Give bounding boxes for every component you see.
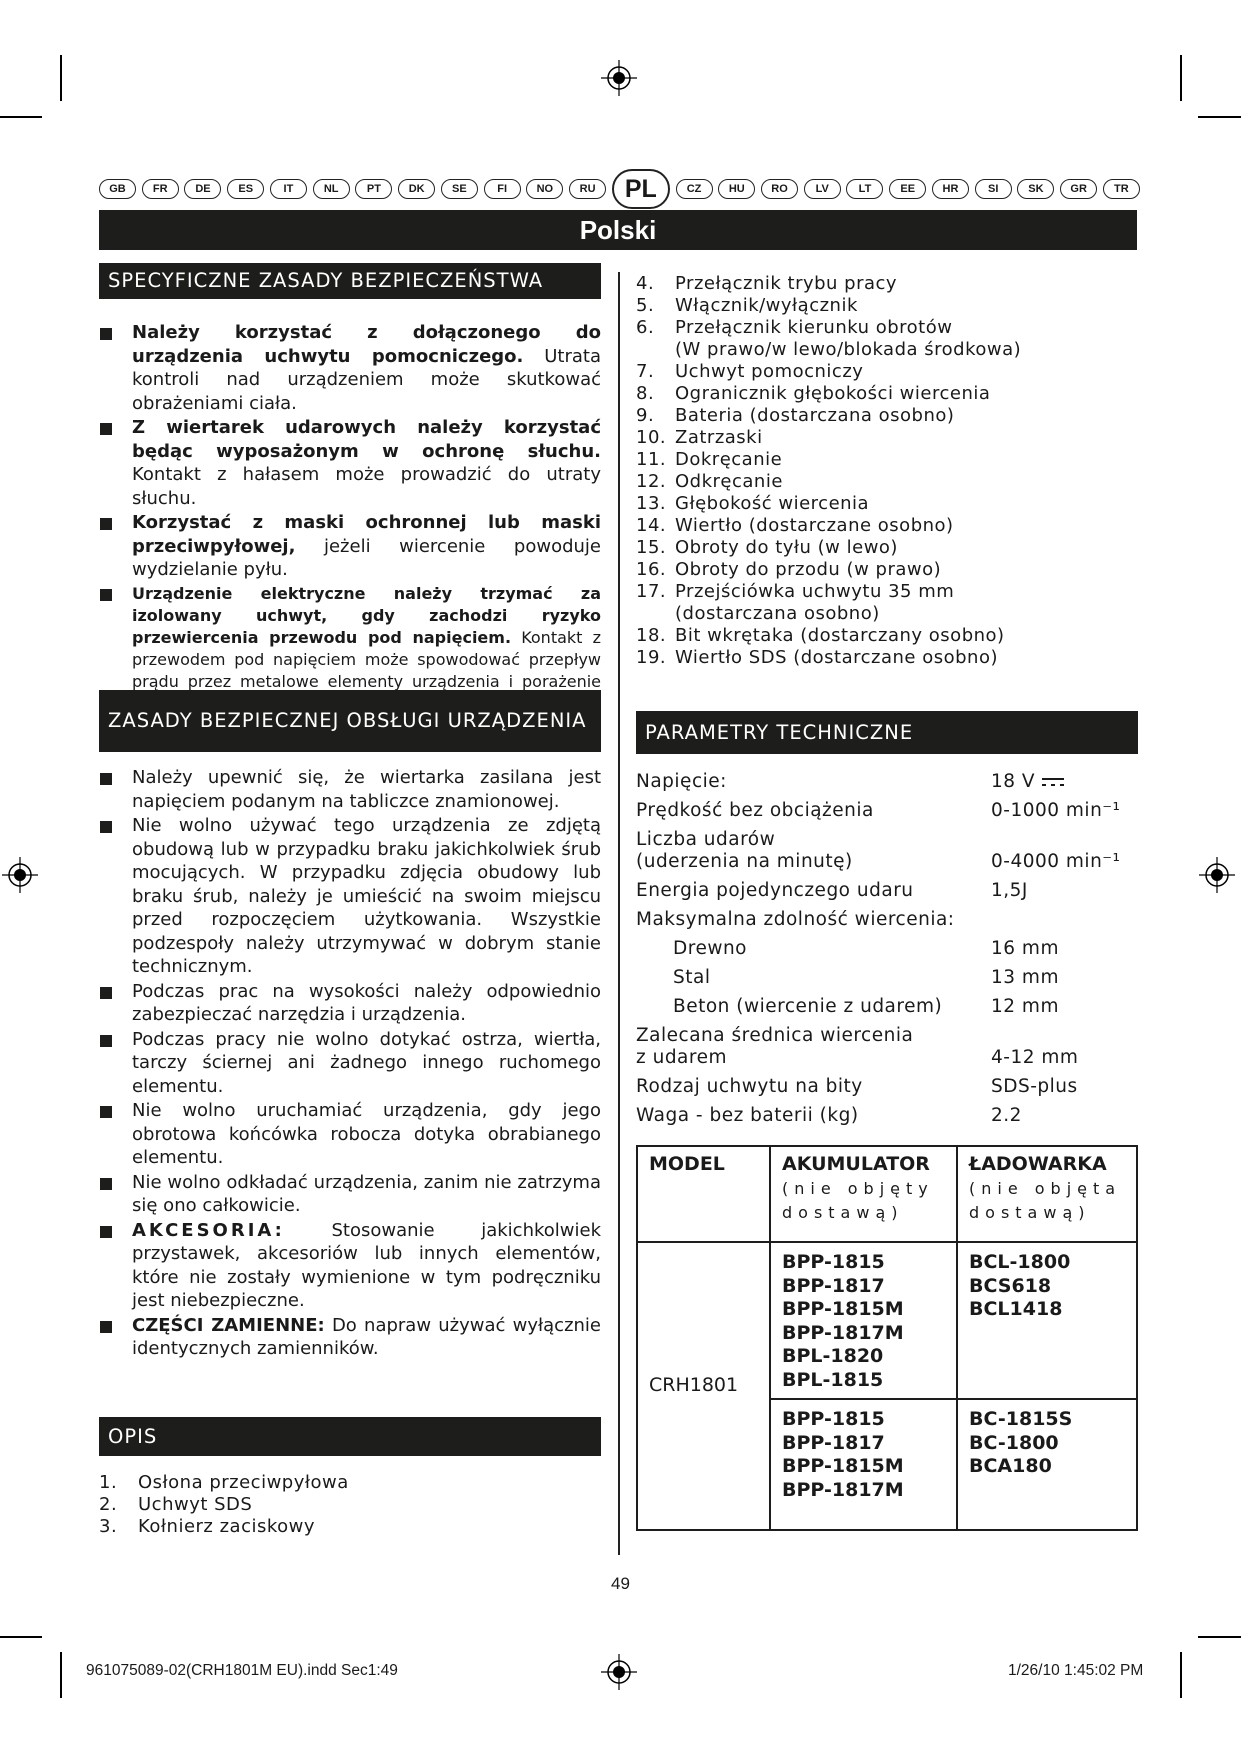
list-item: 9. Bateria (dostarczana osobno) [636,405,955,426]
table-cell-value: BPL-1820 [782,1345,884,1367]
description-list-left [99,1472,601,1538]
list-item: 13. Głębokość wiercenia [636,493,870,514]
registration-mark-icon [601,60,637,96]
spec-row: Beton (wiercenie z udarem) 12 mm [673,996,1059,1017]
language-tab-ro[interactable]: RO [761,179,798,199]
list-item: Należy upewnić się, że wiertarka zasilana jest napięciem podanym na tabliczce znamionowej. [99,766,601,813]
table-cell-value: BPP-1817 [782,1274,885,1297]
language-tab-de[interactable]: DE [184,179,221,199]
list-item: 11. Dokręcanie [636,449,783,470]
list-item: Z wiertarek udarowych należy korzystać będąc wyposażonym w ochronę słuchu. Kontakt z hałasem może prowadzić do utraty słuchu. [99,416,601,510]
list-item: 16. Obroty do przodu (w prawo) [636,559,942,580]
table-cell-value: BCL1418 [969,1298,1063,1320]
list-item: AKCESORIA: Stosowanie jakichkolwiek przystawek, akcesoriów lub innych elementów, które nie zostały wymienione w tym podręczniku jest niebezpieczne. [99,1219,601,1313]
crop-mark [0,1636,42,1638]
model-table [636,1145,1138,1531]
spec-row: Energia pojedynczego udaru 1,5J [636,880,1028,901]
language-tab-gb[interactable]: GB [99,179,136,199]
table-cell-value: BPP-1815M [782,1455,904,1477]
table-header-model: MODEL [637,1146,770,1242]
language-tab-sk[interactable]: SK [1017,179,1054,199]
list-item: Nie wolno odkładać urządzenia, zanim nie zatrzyma się ono całkowicie. [99,1171,601,1218]
table-cell-value: BPL-1815 [782,1368,884,1391]
spec-row: Prędkość bez obciążenia 0-1000 min⁻¹ [636,800,1121,821]
table-cell-value: BCA180 [969,1455,1052,1477]
list-item: Należy korzystać z dołączonego do urządzenia uchwytu pomocniczego. Utrata kontroli nad urządzeniem może skutkować obrażeniami ciała. [99,321,601,415]
table-cell-value: BCS618 [969,1274,1052,1297]
crop-mark [1198,116,1241,118]
crop-mark [1180,1652,1182,1698]
spec-row: Rodzaj uchwytu na bity SDS-plus [636,1076,1078,1097]
spec-row: (uderzenia na minutę) 0-4000 min⁻¹ [636,851,1121,872]
list-item: Korzystać z maski ochronnej lub maski przeciwpyłowej, jeżeli wiercenie powoduje wydzielanie pyłu. [99,511,601,582]
list-item: 6. Przełącznik kierunku obrotów [636,317,953,338]
list-item: 18. Bit wkrętaka (dostarczany osobno) [636,625,1005,646]
language-tab-cz[interactable]: CZ [676,179,713,199]
language-tab-hr[interactable]: HR [932,179,969,199]
spec-row: Drewno 16 mm [673,938,1059,959]
section-heading-safety: SPECYFICZNE ZASADY BEZPIECZEŃSTWA [99,263,601,299]
spec-row: z udarem 4-12 mm [636,1047,1079,1068]
spec-row: Liczba udarów [636,829,776,850]
language-tab-gr[interactable]: GR [1060,179,1097,199]
table-cell-value: BC-1800 [969,1431,1059,1454]
list-item: Urządzenie elektryczne należy trzymać za izolowany uchwyt, gdy zachodzi ryzyko przewiercenia przewodu pod napięciem. Kontakt z przewodem pod napięciem może spowodować przepływ prądu przez metalowe elementy urządzenia i porażenie [99,583,601,715]
language-tab-ru[interactable]: RU [569,179,606,199]
list-item: Podczas prac na wysokości należy odpowiednio zabezpieczać narzędzia i urządzenia. [99,980,601,1027]
spec-row: Stal 13 mm [673,967,1059,988]
language-tab-pt[interactable]: PT [355,179,392,199]
language-tab-pl[interactable]: PL [612,169,670,209]
list-item: 4. Przełącznik trybu pracy [636,273,898,294]
list-item-continuation: (dostarczana osobno) [675,603,880,624]
crop-mark [60,55,62,101]
crop-mark [60,1652,62,1698]
table-cell-model: CRH1801 [637,1242,770,1530]
language-tab-tr[interactable]: TR [1103,179,1140,199]
list-item: 8. Ogranicznik głębokości wiercenia [636,383,991,404]
language-tab-no[interactable]: NO [526,179,563,199]
table-cell-value: BCL-1800 [969,1251,1071,1273]
table-header-battery: AKUMULATOR (nie objęty dostawą) [770,1146,957,1242]
section-heading-operation: ZASADY BEZPIECZNEJ OBSŁUGI URZĄDZENIA [99,690,601,752]
language-tab-lv[interactable]: LV [804,179,841,199]
footer-file: 961075089-02(CRH1801M EU).indd Sec1:49 [86,1662,398,1679]
list-item: 10. Zatrzaski [636,427,763,448]
list-item: Podczas pracy nie wolno dotykać ostrza, wiertła, tarczy ściernej ani żadnego innego ruchomego elementu. [99,1028,601,1099]
list-item: 3. Kołnierz zaciskowy [99,1516,316,1537]
table-cell-batteries [770,1399,957,1530]
page-title: Polski [99,210,1137,250]
table-cell-chargers [957,1242,1137,1399]
table-cell-value: BC-1815S [969,1408,1073,1430]
language-tab-fr[interactable]: FR [142,179,179,199]
section-heading-description: OPIS [99,1417,601,1456]
registration-mark-icon [601,1654,637,1690]
language-tab-si[interactable]: SI [975,179,1012,199]
list-item-continuation: (W prawo/w lewo/blokada środkowa) [675,339,1022,360]
crop-mark [1198,1636,1241,1638]
operation-list [99,766,601,1362]
list-item: CZĘŚCI ZAMIENNE: Do napraw używać wyłącznie identycznych zamienników. [99,1314,601,1361]
table-header-charger: ŁADOWARKA (nie objęta dostawą) [957,1146,1137,1242]
list-item: 14. Wiertło (dostarczane osobno) [636,515,954,536]
table-cell-value: BPP-1817 [782,1431,885,1454]
list-item: 17. Przejściówka uchwytu 35 mm [636,581,955,602]
crop-mark [0,116,42,118]
footer-date: 1/26/10 1:45:02 PM [1008,1662,1144,1679]
page-number: 49 [611,1574,630,1593]
table-cell-value: BPP-1815 [782,1408,885,1430]
language-tabs [99,167,1140,211]
list-item: 1. Osłona przeciwpyłowa [99,1472,349,1493]
table-cell-chargers [957,1399,1137,1530]
language-tab-lt[interactable]: LT [846,179,883,199]
description-list-right [636,273,1138,669]
safety-list [99,321,601,716]
crop-mark [1180,55,1182,101]
section-heading-specs: PARAMETRY TECHNICZNE [636,711,1138,754]
list-item: 19. Wiertło SDS (dostarczane osobno) [636,647,999,668]
column-divider [618,272,620,1555]
table-cell-batteries [770,1242,957,1399]
table-cell-value: BPP-1817M [782,1321,904,1344]
table-cell-value: BPP-1817M [782,1478,904,1501]
language-tab-dk[interactable]: DK [398,179,435,199]
list-item: Nie wolno uruchamiać urządzenia, gdy jego obrotowa końcówka robocza dotyka obrabianego elementu. [99,1099,601,1170]
language-tab-es[interactable]: ES [227,179,264,199]
list-item: 5. Włącznik/wyłącznik [636,295,858,316]
spec-row: Maksymalna zdolność wiercenia: [636,909,955,930]
language-tab-ee[interactable]: EE [889,179,926,199]
language-tab-hu[interactable]: HU [718,179,755,199]
list-item: 12. Odkręcanie [636,471,783,492]
table-cell-value: BPP-1815 [782,1251,885,1273]
registration-mark-icon [2,857,38,893]
list-item: 15. Obroty do tyłu (w lewo) [636,537,898,558]
language-tab-se[interactable]: SE [441,179,478,199]
registration-mark-icon [1199,857,1235,893]
language-tab-it[interactable]: IT [270,179,307,199]
dc-symbol-icon [1041,775,1065,789]
list-item: Nie wolno używać tego urządzenia ze zdjętą obudową lub w przypadku braku jakichkolwiek śrub mocujących. W przypadku zdjęcia obudowy lub braku śrub, należy je umieścić na swoim miejscu przed rozpoczęciem użytkowania. Wszystkie podzespoły należy utrzymywać w dobrym stanie technicznym. [99,814,601,979]
language-tab-fi[interactable]: FI [484,179,521,199]
spec-row: Waga - bez baterii (kg) 2.2 [636,1105,1022,1126]
specs-table [636,771,1138,1134]
spec-row: Napięcie: 18 V [636,771,1138,800]
list-item: 2. Uchwyt SDS [99,1494,253,1515]
spec-row: Zalecana średnica wiercenia [636,1025,914,1046]
language-tab-nl[interactable]: NL [313,179,350,199]
table-cell-value: BPP-1815M [782,1298,904,1320]
list-item: 7. Uchwyt pomocniczy [636,361,864,382]
